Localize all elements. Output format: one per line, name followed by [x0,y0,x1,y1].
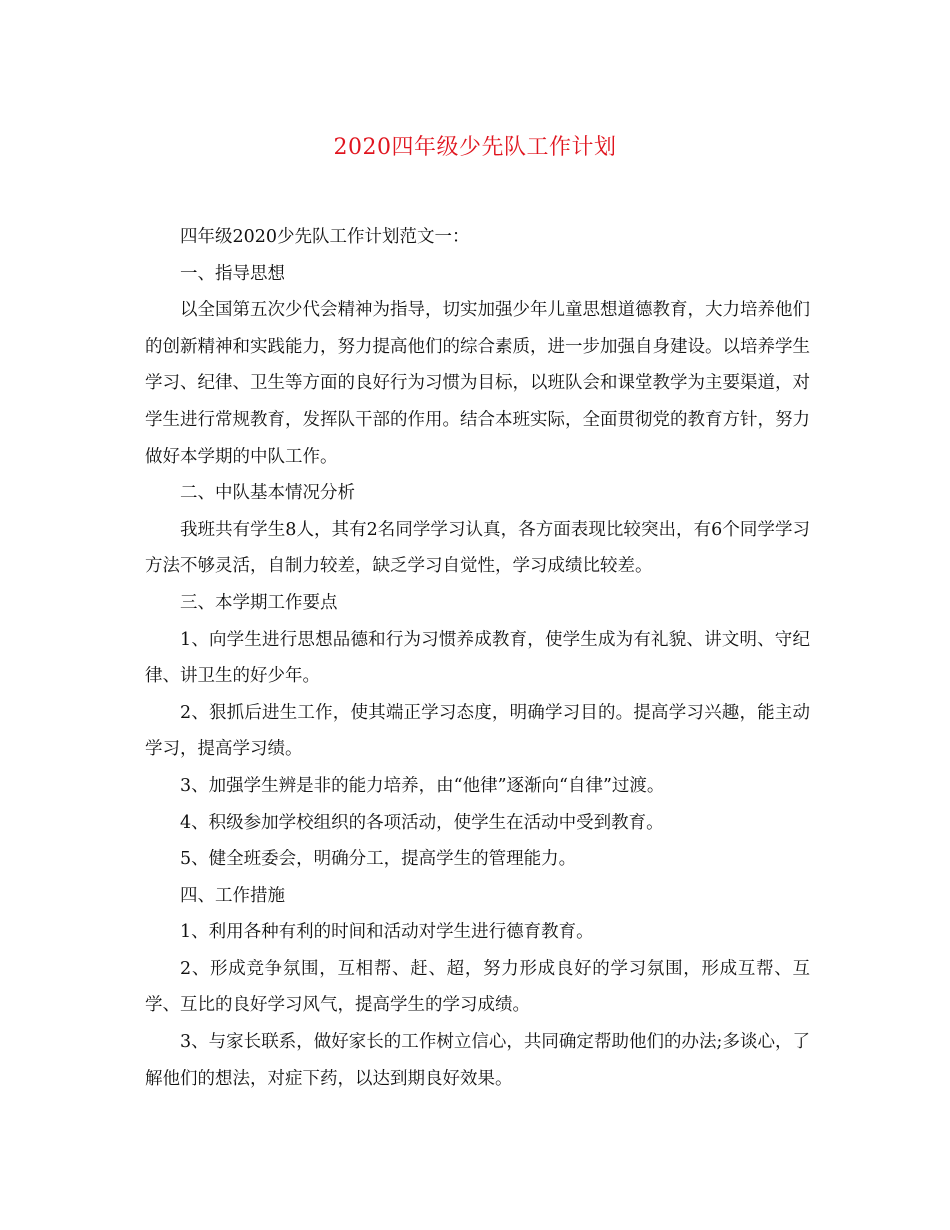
document-title: 2020四年级少先队工作计划 [333,135,617,160]
list-item-point-3: 3、加强学生辨是非的能力培养，由“他律”逐渐向“自律”过渡。 [180,775,665,796]
list-item-point-5: 5、健全班委会，明确分工，提高学生的管理能力。 [180,849,577,870]
list-item-measure-1: 1、利用各种有利的时间和活动对学生进行德育教育。 [180,922,594,943]
document-body [145,219,810,1097]
paragraph-class-analysis: 我班共有学生8人，其有2名同学学习认真，各方面表现比较突出，有6个同学学习方法不够灵活，自制力较差，缺乏学习自觉性，学习成绩比较差。 [145,519,810,577]
paragraph-guiding-thought: 以全国第五次少代会精神为指导，切实加强少年儿童思想道德教育，大力培养他们的创新精神和实践能力，努力提高他们的综合素质，进一步加强自身建设。以培养学生学习、纪律、卫生等方面的良好行为习惯为目标，以班队会和课堂教学为主要渠道，对学生进行常规教育，发挥队干部的作用。结合本班实际，全面贯彻党的教育方针，努力做好本学期的中队工作。 [145,300,810,467]
paragraph-intro: 四年级2020少先队工作计划范文一： [180,227,470,247]
heading-work-points: 三、本学期工作要点 [180,592,338,613]
list-item-measure-2: 2、形成竞争氛围，互相帮、赶、超，努力形成良好的学习氛围，形成互帮、互学、互比的良好学习风气，提高学生的学习成绩。 [145,958,810,1016]
heading-guiding-thought: 一、指导思想 [180,263,285,284]
list-item-point-1: 1、向学生进行思想品德和行为习惯养成教育，使学生成为有礼貌、讲文明、守纪律、讲卫生的好少年。 [145,629,810,687]
list-item-point-4: 4、积级参加学校组织的各项活动，使学生在活动中受到教育。 [180,812,664,833]
list-item-measure-3: 3、与家长联系，做好家长的工作树立信心，共同确定帮助他们的办法;多谈心，了解他们的想法，对症下药，以达到期良好效果。 [145,1032,810,1089]
heading-work-measures: 四、工作措施 [180,885,285,906]
list-item-point-2: 2、狠抓后进生工作，使其端正学习态度，明确学习目的。提高学习兴趣，能主动学习，提高学习绩。 [145,702,810,760]
heading-class-analysis: 二、中队基本情况分析 [180,483,355,504]
